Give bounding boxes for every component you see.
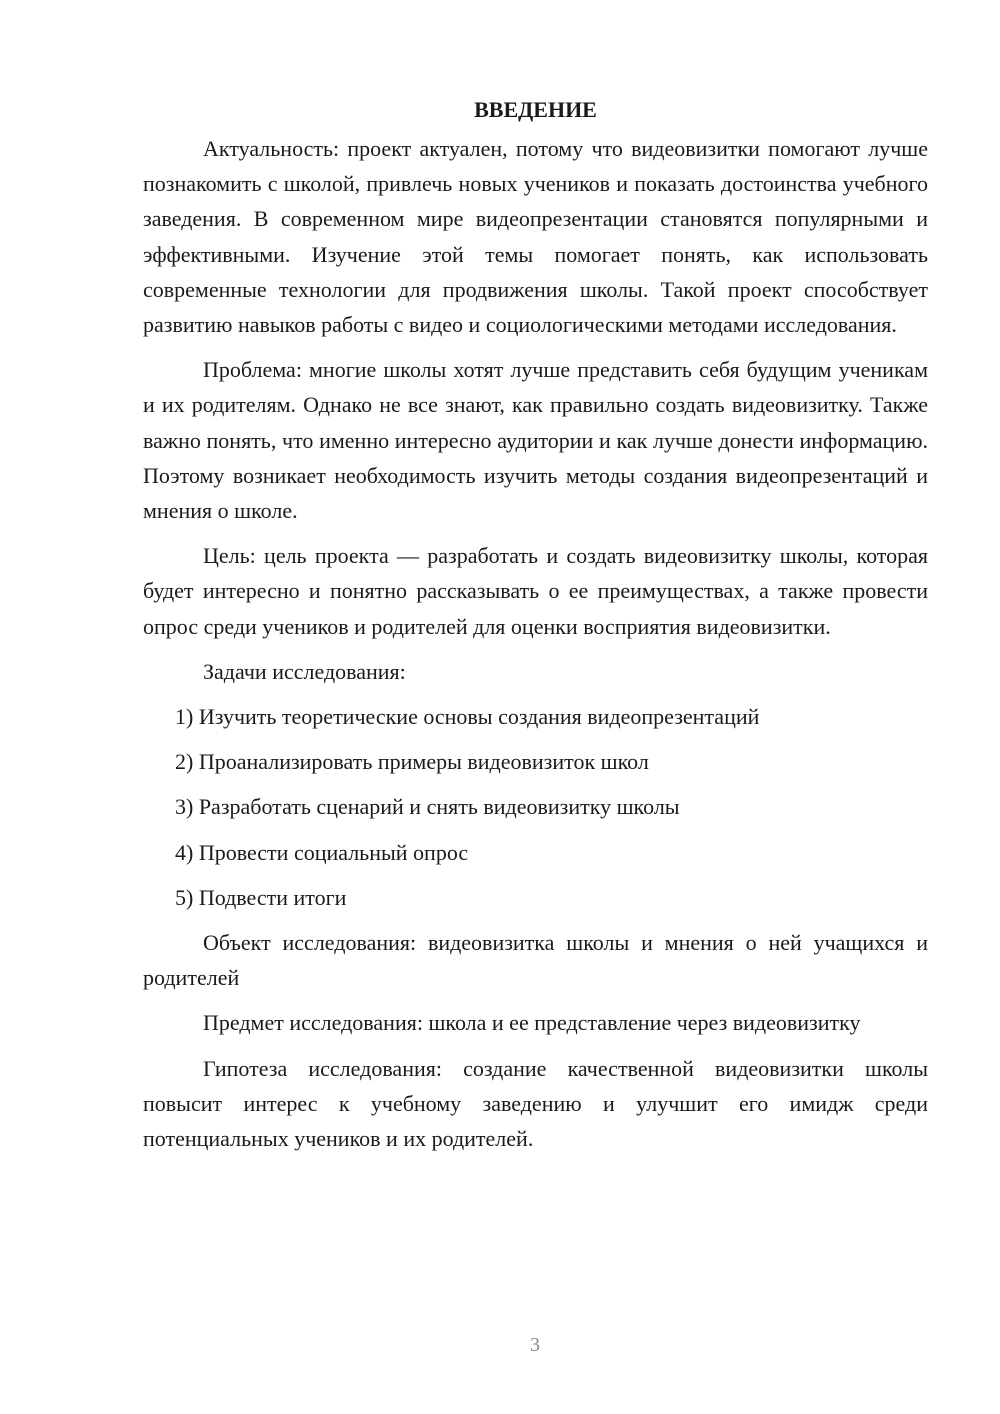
paragraph-relevance: Актуальность: проект актуален, потому что видеовизитки помогают лучше познакомить с школой, привлечь новых учеников и показать достоинства учебного заведения. В современном мире видеопрезентации становятся популярными и эффективными. Изучение этой темы помогает понять, как использовать современные технологии для продвижения школы. Такой проект способствует развитию навыков работы с видео и социологическими методами исследования. [143, 136, 928, 338]
task-list [143, 699, 928, 915]
paragraph-subject: Предмет исследования: школа и ее представление через видеовизитку [203, 1010, 861, 1036]
paragraph-problem: Проблема: многие школы хотят лучше представить себя будущим ученикам и их родителям. Однако не все знают, как правильно создать видеовизитку. Также важно понять, что именно интересно аудитории и как лучше донести информацию. Поэтому возникает необходимость изучить методы создания видеопрезентаций и мнения о школе. [143, 357, 928, 524]
task-item: 4) Провести социальный опрос [175, 839, 469, 865]
task-item: 3) Разработать сценарий и снять видеовизитку школы [175, 794, 680, 820]
page-number: 3 [530, 1334, 540, 1356]
task-item: 2) Проанализировать примеры видеовизиток школ [175, 749, 649, 775]
task-item: 1) Изучить теоретические основы создания видеопрезентаций [175, 704, 760, 730]
document-page [143, 92, 928, 1166]
paragraph-hypothesis: Гипотеза исследования: создание качественной видеовизитки школы повысит интерес к учебному заведению и улучшит его имидж среди потенциальных учеников и их родителей. [143, 1055, 928, 1152]
paragraph-goal: Цель: цель проекта — разработать и создать видеовизитку школы, которая будет интересно и понятно рассказывать о ее преимуществах, а также провести опрос среди учеников и родителей для оценки восприятия видеовизитки. [143, 543, 928, 639]
paragraph-object: Объект исследования: видеовизитка школы и мнения о ней учащихся и родителей [143, 930, 928, 991]
tasks-title: Задачи исследования: [203, 658, 406, 684]
task-item: 5) Подвести итоги [175, 884, 347, 910]
section-heading: ВВЕДЕНИЕ [474, 97, 597, 122]
